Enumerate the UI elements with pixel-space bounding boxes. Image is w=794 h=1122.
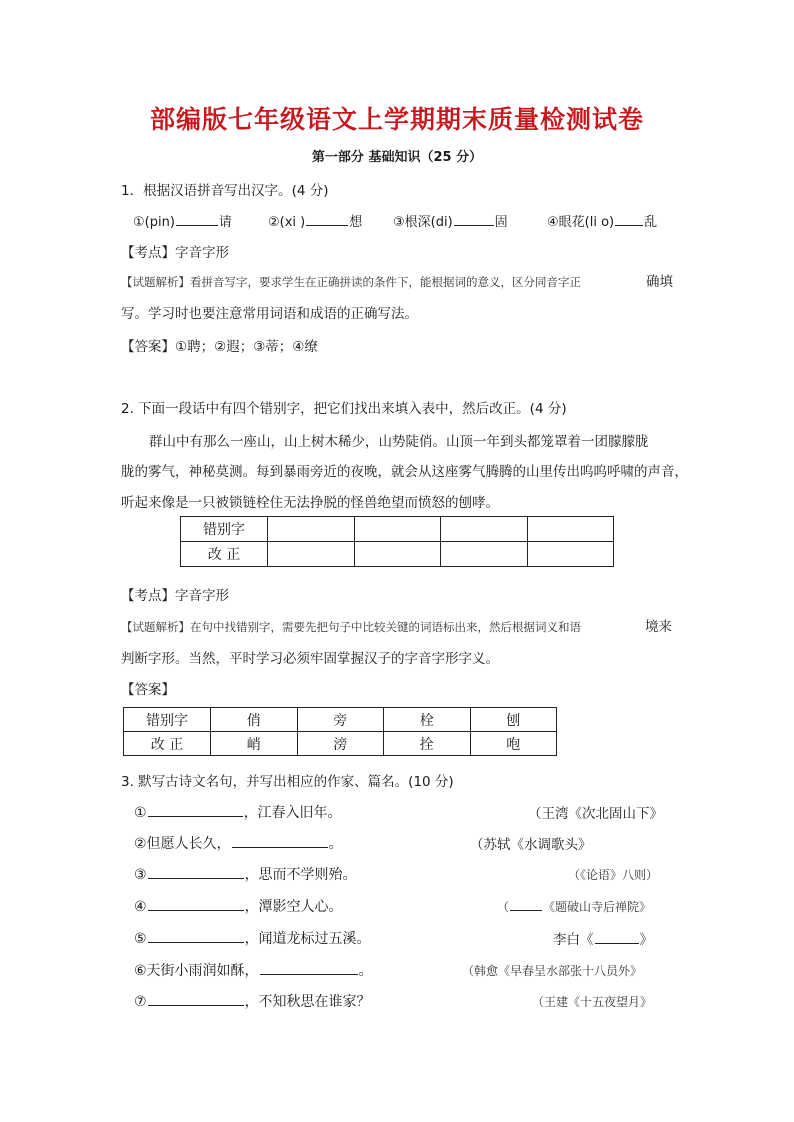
q3-line-text: ，闻道龙标过五溪。 bbox=[244, 931, 371, 947]
kaodian-label: 【考点】 bbox=[121, 588, 175, 604]
q1-item-3-suffix: 固 bbox=[494, 215, 508, 230]
q1-blank-1[interactable] bbox=[176, 212, 218, 226]
q2-blank-table bbox=[180, 516, 614, 567]
q2-table-cell[interactable] bbox=[441, 517, 528, 542]
answer-table-label-correct: 改 正 bbox=[124, 732, 211, 756]
q2-table-cell[interactable] bbox=[527, 517, 614, 542]
q2-table-cell[interactable] bbox=[354, 542, 441, 567]
q1-stem: 1．根据汉语拼音写出汉字。(4 分) bbox=[121, 183, 329, 199]
section-heading: 第一部分 基础知识（25 分） bbox=[311, 150, 483, 165]
q3-blank-7[interactable] bbox=[148, 992, 244, 1006]
kaodian-label: 【考点】 bbox=[121, 245, 175, 261]
q3-source-text: 《题破山寺后禅院》 bbox=[543, 900, 652, 914]
q3-line-num: ⑥天街小雨润如酥， bbox=[134, 963, 259, 979]
q3-line-7 bbox=[134, 991, 371, 1011]
q3-line-text: ，不知秋思在谁家？ bbox=[244, 994, 371, 1010]
q1-analysis-line-1 bbox=[121, 271, 581, 290]
analysis-label: 【试题解析】 bbox=[121, 620, 190, 634]
answer-table-cell: 俏 bbox=[211, 708, 298, 732]
q3-source-4 bbox=[497, 898, 651, 915]
q3-source-7: （王建《十五夜望月》 bbox=[532, 995, 653, 1009]
q2-table-cell[interactable] bbox=[268, 542, 355, 567]
q3-stem: 3. 默写古诗文名句，并写出相应的作家、篇名。(10 分) bbox=[121, 774, 454, 790]
q2-analysis-line-2: 判断字形。当然，平时学习必须牢固掌握汉子的字音字形字义。 bbox=[121, 651, 499, 667]
q3-line-num: ②但愿人长久， bbox=[134, 836, 231, 852]
q2-passage-line-1: 群山中有那么一座山，山上树木稀少，山势陡俏。山顶一年到头都笼罩着一团朦朦胧 bbox=[149, 434, 649, 450]
q3-source-text: 》 bbox=[639, 932, 653, 948]
q1-item-2-prefix: ②(xi ) bbox=[268, 215, 306, 230]
q2-stem: 2. 下面一段话中有四个错别字，把它们找出来填入表中，然后改正。(4 分) bbox=[121, 401, 567, 417]
analysis-label: 【试题解析】 bbox=[121, 275, 190, 289]
q1-item-2 bbox=[268, 211, 362, 230]
q2-kaodian bbox=[121, 584, 229, 604]
kaodian-text: 字音字形 bbox=[175, 588, 229, 604]
q3-line-text: 。 bbox=[358, 963, 373, 979]
q1-blank-4[interactable] bbox=[615, 212, 643, 226]
q2-table-label-correct: 改 正 bbox=[181, 542, 268, 567]
q3-line-text: 。 bbox=[328, 836, 343, 852]
q3-line-num: ① bbox=[134, 805, 147, 821]
q2-table-cell[interactable] bbox=[527, 542, 614, 567]
analysis-text: 在句中找错别字，需要先把句子中比较关键的词语标出来，然后根据词义和语 bbox=[190, 620, 581, 634]
q3-line-3 bbox=[134, 864, 357, 884]
q1-analysis-line-2: 写。学习时也要注意常用词语和成语的正确写法。 bbox=[121, 306, 418, 322]
answer-table-cell: 刨 bbox=[470, 708, 557, 732]
q3-line-text: ，江春入旧年。 bbox=[243, 805, 342, 821]
q1-blank-2[interactable] bbox=[306, 212, 348, 226]
q2-answer-label: 【答案】 bbox=[121, 682, 175, 698]
q3-source-prefix: 李白《 bbox=[553, 932, 594, 948]
q3-line-1 bbox=[134, 802, 342, 822]
q2-table-cell[interactable] bbox=[354, 517, 441, 542]
q3-blank-1[interactable] bbox=[148, 803, 243, 817]
q2-passage-line-2: 胧的雾气，神秘莫测。每到暴雨旁近的夜晚，就会从这座雾气腾腾的山里传出呜呜呼啸的声音， bbox=[121, 464, 688, 480]
q3-blank-5[interactable] bbox=[148, 929, 244, 943]
answer-table-cell: 旁 bbox=[297, 708, 384, 732]
answer-table-cell: 滂 bbox=[297, 732, 384, 756]
q2-analysis-line-1-end: 境来 bbox=[645, 619, 672, 635]
q1-item-4 bbox=[547, 211, 657, 230]
answer-table-cell: 拴 bbox=[384, 732, 471, 756]
answer-table-cell: 栓 bbox=[384, 708, 471, 732]
q3-blank-3[interactable] bbox=[148, 865, 244, 879]
answer-text: ①聘；②遐；③蒂；④缭 bbox=[175, 339, 318, 355]
q3-line-4 bbox=[134, 896, 343, 916]
q1-item-4-suffix: 乱 bbox=[644, 215, 658, 230]
q1-answer bbox=[121, 335, 318, 355]
q3-line-2 bbox=[134, 833, 343, 853]
q1-analysis-line-1-end: 确填 bbox=[646, 274, 673, 290]
q1-kaodian bbox=[121, 241, 229, 261]
q1-blank-3[interactable] bbox=[454, 212, 494, 226]
q1-item-3-prefix: ③根深(di) bbox=[393, 215, 453, 230]
q1-item-1 bbox=[133, 211, 232, 230]
analysis-text: 看拼音写字，要求学生在正确拼读的条件下，能根据词的意义，区分同音字正 bbox=[190, 275, 581, 289]
q3-source-5 bbox=[553, 928, 653, 948]
answer-table-cell: 咆 bbox=[470, 732, 557, 756]
q3-source-1: （王湾《次北固山下》 bbox=[528, 806, 663, 822]
q3-source-2: （苏轼《水调歌头》 bbox=[470, 837, 592, 853]
q3-source-3: （《论语》八则） bbox=[568, 868, 659, 882]
q3-line-text: ，潭影空人心。 bbox=[244, 899, 343, 915]
q1-item-2-suffix: 想 bbox=[349, 215, 363, 230]
q3-source-6: （韩愈《早春呈水部张十八员外》 bbox=[462, 964, 643, 978]
q3-line-6 bbox=[134, 960, 373, 980]
q3-line-num: ③ bbox=[134, 867, 147, 883]
q3-source-prefix: （ bbox=[497, 900, 510, 914]
q1-item-1-prefix: ①(pin) bbox=[133, 215, 175, 230]
kaodian-text: 字音字形 bbox=[175, 245, 229, 261]
q3-source-blank-4[interactable] bbox=[510, 899, 542, 911]
q1-item-3 bbox=[393, 211, 508, 230]
q2-table-cell[interactable] bbox=[268, 517, 355, 542]
answer-label: 【答案】 bbox=[121, 339, 175, 355]
q2-table-label-wrong: 错别字 bbox=[181, 517, 268, 542]
q3-line-num: ⑤ bbox=[134, 931, 147, 947]
q3-line-num: ④ bbox=[134, 899, 147, 915]
q2-table-cell[interactable] bbox=[441, 542, 528, 567]
q3-line-text: ，思而不学则殆。 bbox=[244, 867, 357, 883]
q3-blank-2[interactable] bbox=[232, 834, 328, 848]
q2-analysis-line-1 bbox=[121, 616, 581, 635]
q3-blank-6[interactable] bbox=[260, 961, 358, 975]
page-title: 部编版七年级语文上学期期末质量检测试卷 bbox=[149, 105, 644, 134]
q2-passage-line-3: 听起来像是一只被锁链栓住无法挣脱的怪兽绝望而愤怒的刨哮。 bbox=[121, 495, 499, 511]
q3-blank-4[interactable] bbox=[148, 897, 244, 911]
answer-table-cell: 峭 bbox=[211, 732, 298, 756]
q3-line-5 bbox=[134, 928, 371, 948]
q2-answer-table bbox=[123, 707, 557, 756]
q1-item-1-suffix: 请 bbox=[218, 215, 232, 230]
q1-item-4-prefix: ④眼花(li o) bbox=[547, 215, 615, 230]
answer-table-label-wrong: 错别字 bbox=[124, 708, 211, 732]
q3-source-blank-5[interactable] bbox=[595, 930, 639, 944]
q3-line-num: ⑦ bbox=[134, 994, 147, 1010]
